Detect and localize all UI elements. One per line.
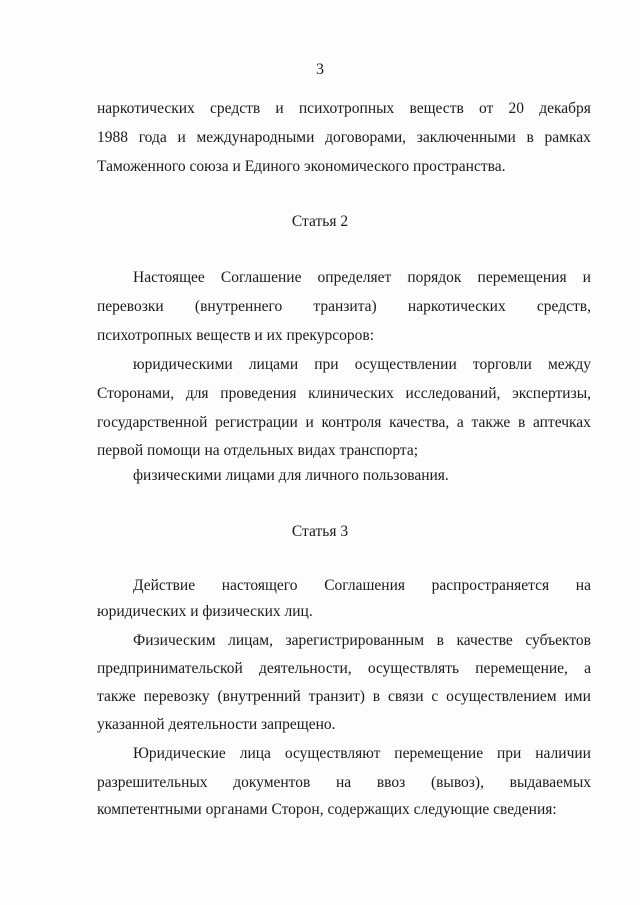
word: средств <box>210 100 261 117</box>
word: осуществлять <box>367 660 460 677</box>
word: рамках <box>544 129 591 146</box>
word: Настоящее <box>133 269 205 286</box>
text-line: Таможенного союза и Единого экономического пространства. <box>97 158 506 175</box>
text-line <box>133 268 591 288</box>
text-line <box>133 631 591 651</box>
word: в <box>517 414 526 431</box>
word: перевозки <box>97 298 164 315</box>
word: в <box>436 632 444 649</box>
text-line <box>97 659 591 679</box>
article-heading: Статья 3 <box>291 523 349 540</box>
word: настоящего <box>221 577 298 594</box>
article-heading: Статья 2 <box>291 213 349 230</box>
word: осуществляют <box>284 745 381 762</box>
word: на <box>336 774 352 791</box>
word: 1988 <box>97 129 128 146</box>
word: заключенными <box>416 129 516 146</box>
word: Соглашение <box>220 269 302 286</box>
word: психотропных <box>298 100 395 117</box>
word: года <box>138 129 167 146</box>
text-line <box>97 413 591 433</box>
word: наличии <box>535 745 591 762</box>
word: качества, <box>389 414 450 431</box>
word: лицами <box>248 356 299 373</box>
word: а <box>456 414 464 431</box>
text-line <box>97 687 591 707</box>
word: при <box>496 745 522 762</box>
text-line <box>97 99 591 119</box>
word: также <box>471 414 511 431</box>
word: 20 <box>508 100 525 117</box>
word: распространяется <box>431 577 550 594</box>
text-line: физическими лицами для личного пользования. <box>133 467 449 484</box>
word: аптечках <box>532 414 591 431</box>
word: в <box>372 688 381 705</box>
text-line: психотропных веществ и их прекурсоров: <box>97 327 375 344</box>
word: договорами, <box>325 129 407 146</box>
text-line <box>97 297 591 317</box>
word: контроля <box>321 414 382 431</box>
word: веществ <box>409 100 464 117</box>
word: транзита) <box>313 298 377 315</box>
word: порядок <box>407 269 462 286</box>
word: торговли <box>472 356 532 373</box>
text-line: юридических и физических лиц. <box>97 603 313 620</box>
word: Юридические <box>133 745 226 762</box>
word: на <box>575 577 591 594</box>
text-line <box>133 576 591 596</box>
word: исследований, <box>405 385 501 402</box>
word: субъектов <box>525 632 591 649</box>
word: юридическими <box>133 356 233 373</box>
word: между <box>547 356 591 373</box>
word: в <box>526 129 534 146</box>
word: определяет <box>317 269 392 286</box>
word: предпринимательской <box>97 660 243 677</box>
word: наркотических <box>407 298 506 315</box>
word: декабря <box>539 100 591 117</box>
word: государственной <box>97 414 208 431</box>
word: регистрации <box>215 414 298 431</box>
word: экспертизы, <box>512 385 591 402</box>
word: при <box>314 356 339 373</box>
word: международными <box>196 129 315 146</box>
word: перемещение <box>394 745 484 762</box>
word: и <box>305 414 314 431</box>
word: средств, <box>536 298 591 315</box>
word: Физическим <box>133 632 216 649</box>
word: ими <box>564 688 591 705</box>
word: перемещения <box>477 269 567 286</box>
text-line: указанной деятельности запрещено. <box>97 716 336 733</box>
word: осуществлением <box>446 688 557 705</box>
word: качестве <box>456 632 513 649</box>
page-number: 3 <box>316 61 324 78</box>
word: (внутренний <box>217 688 301 705</box>
word: клинических <box>308 385 394 402</box>
word: документов <box>233 774 311 791</box>
word: Действие <box>133 577 196 594</box>
word: и <box>177 129 186 146</box>
text-line: первой помощи на отдельных видах транспорта; <box>97 442 419 459</box>
word: транзит) <box>308 688 365 705</box>
word: с <box>431 688 439 705</box>
word: Соглашения <box>324 577 405 594</box>
word: Сторонами, <box>97 385 175 402</box>
word: зарегистрированным <box>285 632 425 649</box>
text-line <box>133 355 591 375</box>
text-line <box>97 128 591 148</box>
word: перевозку <box>143 688 210 705</box>
word: ввоз <box>376 774 406 791</box>
word: а <box>584 660 591 677</box>
word: от <box>478 100 494 117</box>
word: связи <box>387 688 424 705</box>
text-line <box>97 773 591 793</box>
word: лицам, <box>228 632 273 649</box>
word: разрешительных <box>97 774 208 791</box>
word: осуществлении <box>354 356 457 373</box>
word: и <box>275 100 284 117</box>
word: выдаваемых <box>509 774 591 791</box>
text-line <box>133 744 591 764</box>
word: наркотических <box>97 100 195 117</box>
word: перемещение, <box>475 660 568 677</box>
text-line <box>97 384 591 404</box>
word: (внутреннего <box>194 298 283 315</box>
word: также <box>97 688 136 705</box>
word: лица <box>239 745 271 762</box>
word: для <box>185 385 209 402</box>
word: (вывоз), <box>430 774 484 791</box>
word: деятельности, <box>259 660 352 677</box>
text-line: компетентными органами Сторон, содержащих следующие сведения: <box>97 801 557 818</box>
word: и <box>582 269 591 286</box>
word: проведения <box>220 385 297 402</box>
